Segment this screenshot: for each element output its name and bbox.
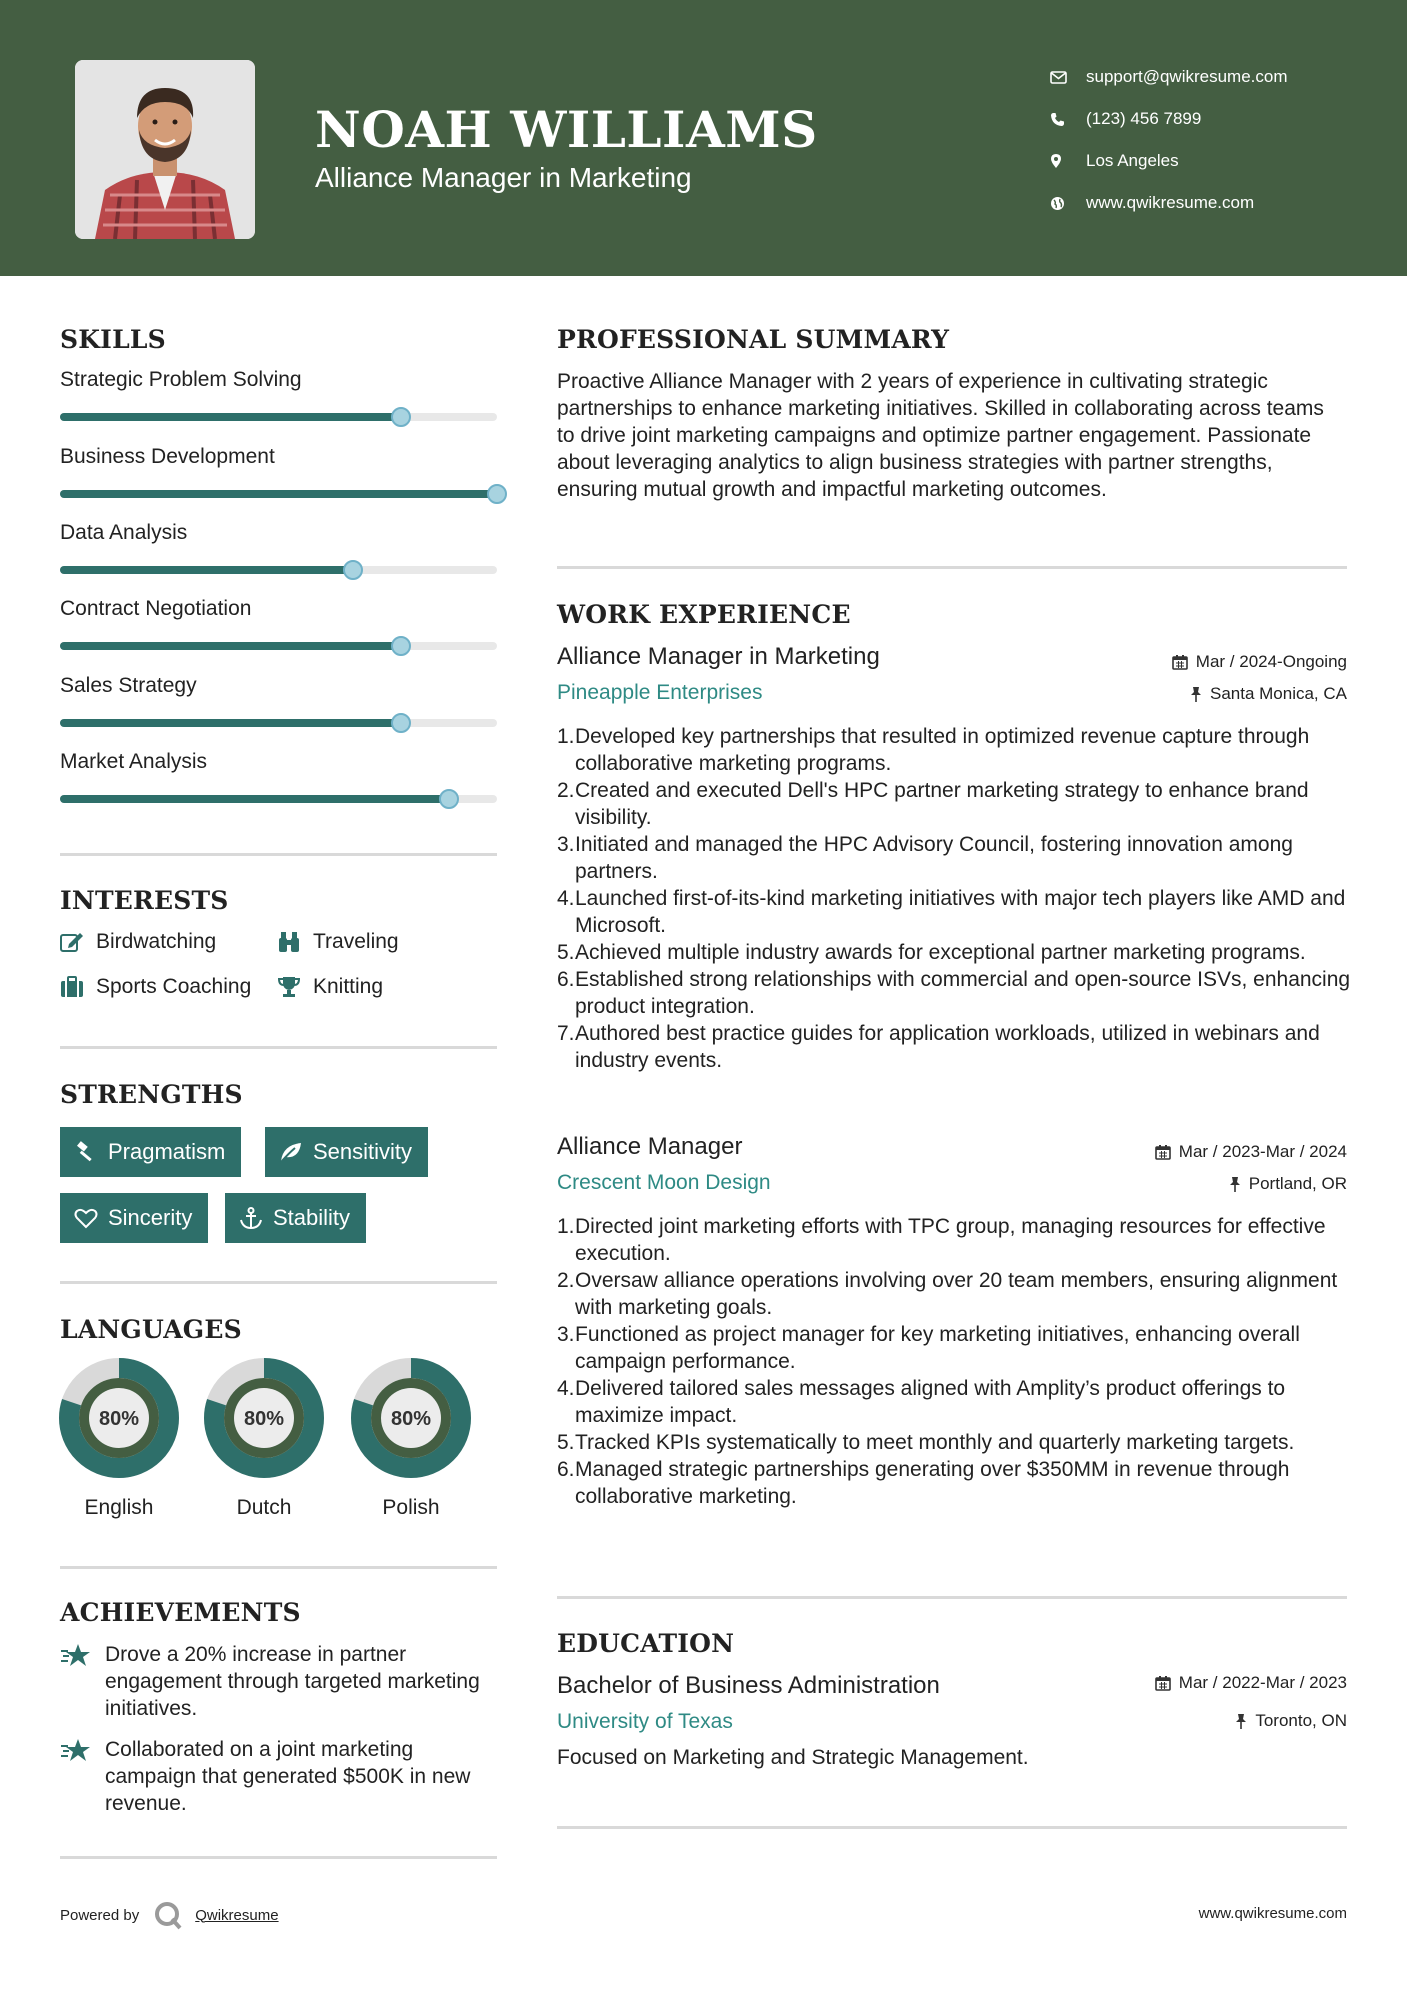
contact-website-text: www.qwikresume.com [1086, 193, 1255, 212]
list-item: 4. Delivered tailored sales messages aligned with Amplity’s product offerings to maximize impact. [557, 1377, 1286, 1427]
strength-tag [265, 1127, 428, 1177]
calendar-icon [1155, 1144, 1171, 1160]
header [0, 0, 1407, 276]
list-item: 2. Oversaw alliance operations involving over 20 team members, ensuring alignment with marketing goals. [557, 1269, 1338, 1319]
skill-knob [487, 484, 507, 504]
strength-tag [60, 1127, 241, 1177]
job-bullets [557, 723, 1357, 1074]
skill-knob [343, 560, 363, 580]
skill-label: Data Analysis [60, 521, 188, 544]
language-item [58, 1357, 180, 1520]
job-location-text: Portland, OR [1248, 1174, 1347, 1193]
interest-item [60, 930, 216, 954]
languages-heading: LANGUAGES [60, 1315, 242, 1344]
job-title: Alliance Manager in Marketing [557, 643, 880, 670]
contact-phone-text: (123) 456 7899 [1086, 109, 1202, 128]
skills-heading: SKILLS [60, 325, 166, 354]
heart-icon [74, 1207, 98, 1229]
strength-tag [60, 1193, 208, 1243]
list-item: 6. Established strong relationships with commercial and open-source ISVs, enhancing product integration. [557, 968, 1351, 1018]
language-label: English [84, 1496, 154, 1519]
footer-powered-by [60, 1900, 279, 1930]
language-percent: 80% [390, 1408, 432, 1430]
education-description: Focused on Marketing and Strategic Management. [557, 1746, 1029, 1769]
achievement-text: Collaborated on a joint marketing campaign that generated $500K in new revenue. [105, 1738, 471, 1815]
language-label: Dutch [236, 1496, 292, 1519]
job-dates-text: Mar / 2024-Ongoing [1195, 652, 1347, 671]
language-percent: 80% [243, 1408, 285, 1430]
contact-location [1050, 140, 1288, 182]
qwikresume-logo-icon [153, 1900, 183, 1930]
map-marker-icon [1050, 153, 1086, 169]
list-item: 1. Developed key partnerships that resulted in optimized revenue capture through collaborative marketing programs. [557, 725, 1310, 775]
skill-knob [439, 789, 459, 809]
contact-location-text: Los Angeles [1086, 151, 1179, 170]
skill-bar [60, 795, 497, 803]
list-item: 3. Initiated and managed the HPC Advisory Council, fostering innovation among partners. [557, 833, 1293, 883]
divider [557, 1596, 1347, 1599]
interest-item [277, 975, 383, 999]
job-location-text: Santa Monica, CA [1209, 684, 1347, 703]
footer-website[interactable]: www.qwikresume.com [1198, 1905, 1347, 1922]
divider [60, 1046, 497, 1049]
globe-icon [1050, 196, 1086, 211]
star-icon [60, 1641, 105, 1722]
edit-icon [60, 931, 96, 953]
skill-bar [60, 719, 497, 727]
list-item: 2. Created and executed Dell's HPC partner marketing strategy to enhance brand visibility. [557, 779, 1309, 829]
phone-icon [1050, 112, 1086, 127]
education-location [1235, 1711, 1347, 1731]
skill-fill [60, 566, 353, 574]
skill-bar [60, 413, 497, 421]
skill-bar [60, 566, 497, 574]
skill-knob [391, 636, 411, 656]
job-dates-text: Mar / 2023-Mar / 2024 [1178, 1142, 1347, 1161]
divider [557, 566, 1347, 569]
interest-label: Sports Coaching [96, 975, 252, 998]
interest-label: Birdwatching [96, 930, 217, 953]
contact-email-text: support@qwikresume.com [1086, 67, 1288, 86]
list-item: 5. Tracked KPIs systematically to meet monthly and quarterly marketing targets. [557, 1431, 1295, 1454]
binoculars-icon [277, 931, 313, 953]
strength-tag [225, 1193, 366, 1243]
skill-knob [391, 407, 411, 427]
strengths-heading: STRENGTHS [60, 1080, 243, 1109]
language-label: Polish [382, 1496, 440, 1519]
qwikresume-link[interactable]: Qwikresume [195, 1906, 279, 1924]
achievements-heading: ACHIEVEMENTS [60, 1598, 301, 1627]
list-item: 5. Achieved multiple industry awards for exceptional partner marketing programs. [557, 941, 1306, 964]
language-ring [350, 1357, 472, 1479]
skill-bar [60, 642, 497, 650]
divider [60, 1856, 497, 1859]
language-percent: 80% [98, 1408, 140, 1430]
interest-item [277, 930, 399, 954]
briefcase-icon [60, 976, 96, 998]
interest-label: Knitting [313, 975, 384, 998]
interest-item [60, 975, 251, 999]
language-ring [203, 1357, 325, 1479]
skill-fill [60, 490, 497, 498]
achievement-text: Drove a 20% increase in partner engagement through targeted marketing initiatives. [105, 1643, 480, 1720]
profile-photo [75, 60, 255, 239]
list-item: 6. Managed strategic partnerships generating over $350MM in revenue through collaborative marketing. [557, 1458, 1290, 1508]
contact-website[interactable] [1050, 182, 1288, 224]
star-icon [60, 1736, 105, 1817]
pin-icon [1190, 686, 1202, 702]
contact-email[interactable] [1050, 56, 1288, 98]
education-dates [1155, 1673, 1347, 1693]
skill-label: Sales Strategy [60, 674, 197, 697]
school-name: University of Texas [557, 1710, 733, 1733]
job-dates [1155, 1142, 1347, 1162]
skill-label: Business Development [60, 445, 275, 468]
job-dates [1172, 652, 1347, 672]
candidate-name: NOAH WILLIAMS [315, 100, 818, 159]
divider [60, 1566, 497, 1569]
language-ring [58, 1357, 180, 1479]
degree-title: Bachelor of Business Administration [557, 1672, 940, 1699]
summary-heading: PROFESSIONAL SUMMARY [557, 325, 950, 354]
contact-phone[interactable] [1050, 98, 1288, 140]
job-location [1190, 684, 1347, 704]
divider [60, 853, 497, 856]
contact-list [1050, 56, 1288, 224]
education-location-text: Toronto, ON [1255, 1711, 1347, 1730]
list-item: 3. Functioned as project manager for key marketing initiatives, enhancing overall campaign performance. [557, 1323, 1300, 1373]
gavel-icon [74, 1141, 98, 1163]
leaf-icon [279, 1141, 303, 1163]
strength-label: Stability [273, 1205, 351, 1230]
summary-text: Proactive Alliance Manager with 2 years of experience in cultivating strategic partnerships to enhance marketing initiatives. Skilled in collaborating across teams to drive joint marketing campaigns and optimize partner engagement. Passionate about leveraging analytics to align business strategies with partner strengths, ensuring mutual growth and impactful marketing outcomes. [557, 370, 1324, 501]
list-item: 4. Launched first-of-its-kind marketing initiatives with major tech players like AMD and Microsoft. [557, 887, 1346, 937]
job-bullets [557, 1213, 1357, 1510]
skill-label: Strategic Problem Solving [60, 368, 302, 391]
interest-label: Traveling [313, 930, 399, 953]
calendar-icon [1155, 1675, 1171, 1691]
education-dates-text: Mar / 2022-Mar / 2023 [1178, 1673, 1347, 1692]
skill-knob [391, 713, 411, 733]
skill-fill [60, 642, 401, 650]
skill-fill [60, 795, 449, 803]
calendar-icon [1172, 654, 1188, 670]
achievement-item [60, 1736, 500, 1817]
job-title: Alliance Manager [557, 1133, 743, 1160]
interests-heading: INTERESTS [60, 886, 229, 915]
powered-by-label: Powered by [60, 1906, 140, 1924]
skill-fill [60, 413, 401, 421]
envelope-icon [1050, 71, 1086, 84]
language-item [203, 1357, 325, 1520]
trophy-icon [277, 976, 313, 998]
skill-label: Market Analysis [60, 750, 208, 773]
divider [557, 1826, 1347, 1829]
candidate-role: Alliance Manager in Marketing [315, 162, 692, 193]
skill-bar [60, 490, 497, 498]
strength-label: Pragmatism [108, 1139, 226, 1164]
company-name: Pineapple Enterprises [557, 681, 763, 704]
strength-label: Sincerity [108, 1205, 193, 1230]
achievement-item [60, 1641, 500, 1722]
skill-label: Contract Negotiation [60, 597, 252, 620]
anchor-icon [239, 1207, 263, 1229]
skill-fill [60, 719, 401, 727]
company-name: Crescent Moon Design [557, 1171, 771, 1194]
strength-label: Sensitivity [313, 1139, 413, 1164]
experience-heading: WORK EXPERIENCE [557, 600, 851, 629]
list-item: 7. Authored best practice guides for application workloads, utilized in webinars and industry events. [557, 1022, 1320, 1072]
pin-icon [1235, 1713, 1247, 1729]
pin-icon [1229, 1176, 1241, 1192]
divider [60, 1281, 497, 1284]
language-item [350, 1357, 472, 1520]
education-heading: EDUCATION [557, 1629, 735, 1658]
job-location [1229, 1174, 1347, 1194]
list-item: 1. Directed joint marketing efforts with TPC group, managing resources for effective execution. [557, 1215, 1326, 1265]
